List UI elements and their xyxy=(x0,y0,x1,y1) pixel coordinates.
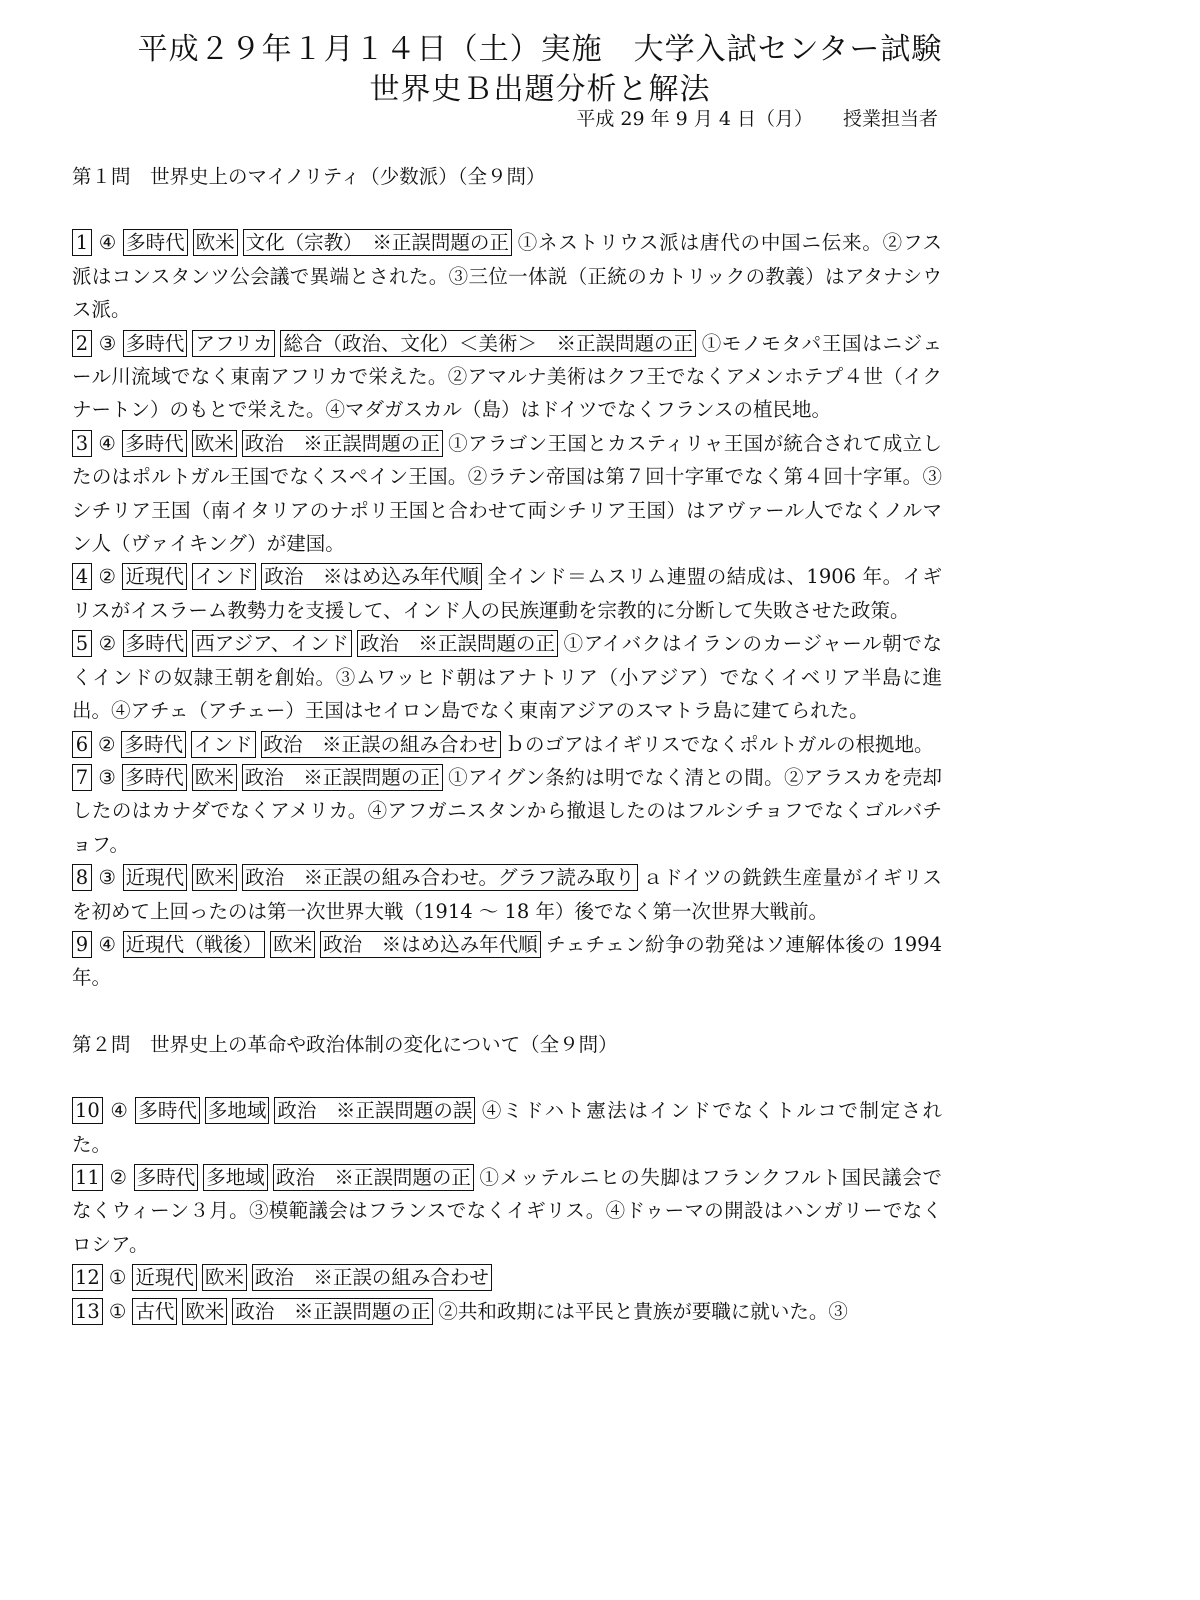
question-item xyxy=(72,728,942,761)
question-item xyxy=(72,1261,942,1294)
section-spacer xyxy=(72,193,942,226)
category-tag: 政治 ※正誤問題の誤 xyxy=(274,1097,475,1124)
category-tag: 政治 ※はめ込み年代順 xyxy=(261,563,482,590)
explanation-text: ②共和政期には平民と貴族が要職に就いた。③ xyxy=(438,1299,848,1323)
explanation-text: 全インド＝ムスリム連盟の結成は、1906 年。イギリスがイスラーム教勢力を支援して、インド人の民族運動を宗教的に分断して失敗させた政策。 xyxy=(72,565,943,622)
answer-mark: ② xyxy=(98,565,117,589)
category-tag: 政治 ※正誤問題の正 xyxy=(273,1164,474,1191)
question-number: 4 xyxy=(72,563,92,590)
category-tag: 多時代 xyxy=(135,1097,200,1124)
category-tag: 近現代 xyxy=(132,1264,197,1291)
category-tag: 多時代 xyxy=(134,1164,199,1191)
section-spacer xyxy=(72,995,942,1028)
question-item xyxy=(72,861,942,928)
answer-mark: ④ xyxy=(98,231,118,255)
category-tag: 欧米 xyxy=(270,931,315,958)
category-tag: 政治 ※はめ込み年代順 xyxy=(320,931,541,958)
answer-mark: ① xyxy=(108,1266,127,1290)
document-body xyxy=(72,160,942,1328)
question-number: 2 xyxy=(72,330,92,357)
document-subtitle: 世界史Ｂ出題分析と解法 xyxy=(369,72,711,107)
question-item xyxy=(72,560,942,627)
category-tag: 近現代 xyxy=(123,864,188,891)
answer-mark: ④ xyxy=(98,932,117,956)
question-item xyxy=(72,1295,942,1328)
category-tag: 多時代 xyxy=(122,430,187,457)
category-tag: インド xyxy=(191,731,256,758)
category-tag: 欧米 xyxy=(192,864,237,891)
answer-mark: ④ xyxy=(98,431,117,455)
category-tag: 政治 ※正誤の組み合わせ。グラフ読み取り xyxy=(242,864,637,891)
question-number: 10 xyxy=(72,1097,103,1124)
question-item xyxy=(72,761,942,861)
explanation-text: ①アイバクはイランのカージャール朝でなくインドの奴隷王朝を創始。③ムワッヒド朝はアナトリア（小アジア）でなくイベリア半島に進出。④アチェ（アチェー）王国はセイロン島でなく東南アジアのスマトラ島に建てられた。 xyxy=(72,632,942,723)
category-tag: 欧米 xyxy=(193,229,238,256)
question-number: 5 xyxy=(72,630,92,657)
category-tag: 多時代 xyxy=(123,630,188,657)
explanation-text: ａドイツの銑鉄生産量がイギリスを初めて上回ったのは第一次世界大戦（1914 ～ 18 年）後でなく第一次世界大戦前。 xyxy=(72,866,942,923)
question-number: 9 xyxy=(72,931,92,958)
category-tag: 多時代 xyxy=(123,330,188,357)
category-tag: 政治 ※正誤の組み合わせ xyxy=(261,731,501,758)
question-number: 1 xyxy=(72,229,92,256)
category-tag: 多時代 xyxy=(123,229,188,256)
category-tag: 欧米 xyxy=(192,764,237,791)
answer-mark: ④ xyxy=(108,1099,130,1123)
section-heading: 第１問 世界史上のマイノリティ（少数派）（全９問） xyxy=(72,165,546,188)
category-tag: 政治 ※正誤問題の正 xyxy=(232,1298,433,1325)
section-heading: 第２問 世界史上の革命や政治体制の変化について（全９問） xyxy=(72,1032,618,1056)
question-item xyxy=(72,928,942,995)
explanation-text: ①ネストリウス派は唐代の中国ニ伝来。②フス派はコンスタンツ公会議で異端とされた。③三位一体説（正統のカトリックの教義）はアタナシウス派。 xyxy=(72,231,943,322)
category-tag: 古代 xyxy=(132,1298,177,1325)
category-tag: 政治 ※正誤問題の正 xyxy=(242,430,443,457)
question-item xyxy=(72,1161,942,1261)
question-number: 8 xyxy=(72,864,92,891)
category-tag: 多時代 xyxy=(122,764,187,791)
category-tag: アフリカ xyxy=(192,330,275,357)
category-tag: 多地域 xyxy=(203,1164,268,1191)
answer-mark: ② xyxy=(98,632,117,656)
category-tag: 欧米 xyxy=(192,430,237,457)
category-tag: 政治 ※正誤問題の正 xyxy=(242,764,443,791)
question-item xyxy=(72,327,942,427)
category-tag: 多時代 xyxy=(121,731,186,758)
question-number: 7 xyxy=(72,764,92,791)
explanation-text: ①メッテルニヒの失脚はフランクフルト国民議会でなくウィーン３月。③模範議会はフランスでなくイギリス。④ドゥーマの開設はハンガリーでなくロシア。 xyxy=(72,1165,943,1256)
category-tag: 文化（宗教） ※正誤問題の正 xyxy=(243,229,512,256)
document-author: 授業担当者 xyxy=(842,108,938,130)
explanation-text: ①モノモタパ王国はニジェール川流域でなく東南アフリカで栄えた。②アマルナ美術はクフ王でなくアメンホテプ４世（イクナートン）のもとで栄えた。④マダガスカル（島）はドイツでなくフランスの植民地。 xyxy=(72,331,942,422)
category-tag: 欧米 xyxy=(202,1264,247,1291)
answer-mark: ③ xyxy=(98,866,117,890)
question-item xyxy=(72,427,942,561)
answer-mark: ② xyxy=(98,732,116,756)
explanation-text: ①アイグン条約は明でなく清との間。②アラスカを売却したのはカナダでなくアメリカ。④アフガニスタンから撤退したのはフルシチョフでなくゴルバチョフ。 xyxy=(72,765,943,856)
question-number: 12 xyxy=(72,1264,103,1291)
category-tag: 政治 ※正誤問題の正 xyxy=(357,630,558,657)
explanation-text: ｂのゴアはイギリスでなくポルトガルの根拠地。 xyxy=(505,732,934,756)
answer-mark: ① xyxy=(108,1299,127,1323)
document-date: 平成 29 年 9 月 4 日（月） xyxy=(576,108,813,130)
category-tag: 近現代 xyxy=(122,563,187,590)
category-tag: 近現代（戦後） xyxy=(123,931,266,958)
question-number: 6 xyxy=(72,731,92,758)
question-item xyxy=(72,1094,942,1161)
category-tag: 西アジア、インド xyxy=(192,630,352,657)
question-item xyxy=(72,627,942,727)
explanation-text: ①アラゴン王国とカスティリャ王国が統合されて成立したのはポルトガル王国でなくスペイン王国。②ラテン帝国は第７回十字軍でなく第４回十字軍。③シチリア王国（南イタリアのナポリ王国と合わせて両シチリア王国）はアヴァール人でなくノルマン人（ヴァイキング）が建国。 xyxy=(72,431,943,556)
category-tag: 政治 ※正誤の組み合わせ xyxy=(252,1264,492,1291)
question-number: 3 xyxy=(72,430,92,457)
date-author-line xyxy=(576,104,938,131)
question-number: 11 xyxy=(72,1164,103,1191)
answer-mark: ③ xyxy=(98,331,117,355)
answer-mark: ③ xyxy=(98,765,117,789)
answer-mark: ② xyxy=(108,1165,128,1189)
explanation-text: ④ミドハト憲法はインドでなくトルコで制定された。 xyxy=(72,1099,942,1156)
category-tag: 多地域 xyxy=(205,1097,270,1124)
category-tag: 総合（政治、文化）＜美術＞ ※正誤問題の正 xyxy=(280,330,696,357)
question-item xyxy=(72,226,942,326)
explanation-text: チェチェン紛争の勃発はソ連解体後の 1994 年。 xyxy=(72,932,942,990)
section-spacer xyxy=(72,1061,942,1094)
document-title: 平成２９年１月１４日（土）実施 大学入試センター試験 xyxy=(137,32,943,67)
category-tag: 欧米 xyxy=(182,1298,227,1325)
question-number: 13 xyxy=(72,1298,103,1325)
category-tag: インド xyxy=(192,563,257,590)
